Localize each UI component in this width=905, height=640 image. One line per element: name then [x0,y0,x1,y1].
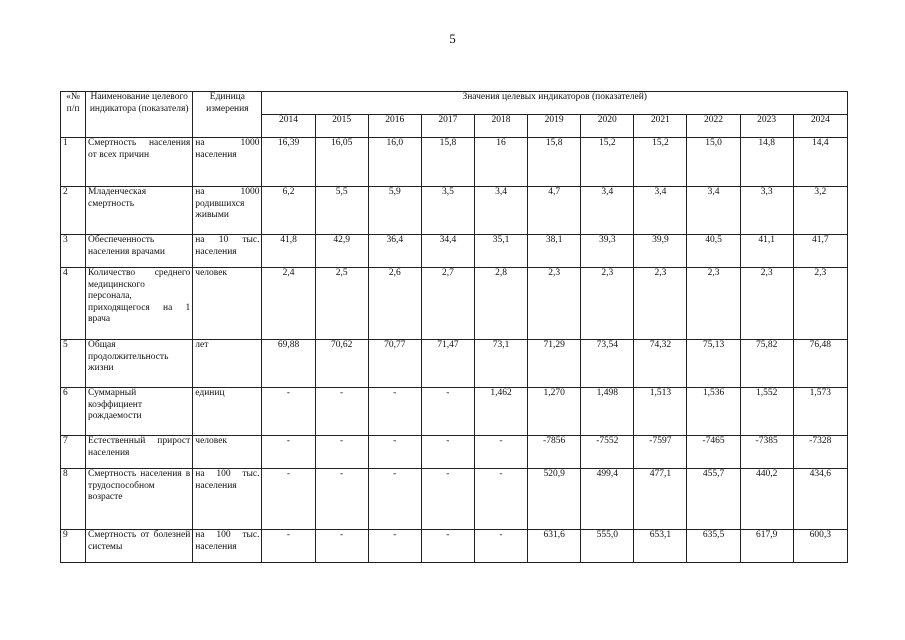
indicator-unit: на 10 тыс. населения [193,235,262,268]
indicator-value: 36,4 [368,235,421,268]
indicator-value: - [315,388,368,436]
header-year: 2015 [315,115,368,138]
indicator-value: - [368,388,421,436]
indicator-value: - [368,436,421,469]
row-number: 8 [61,469,86,530]
header-unit: Единица измерения [193,92,262,138]
row-number: 5 [61,340,86,388]
indicator-value: 39,3 [581,235,634,268]
indicator-value: 520,9 [528,469,581,530]
indicator-value: 5,9 [368,187,421,235]
indicator-name: Смертность от болезней системы [86,530,193,563]
indicator-value: 2,3 [740,268,793,340]
indicator-value: 3,4 [634,187,687,235]
indicator-unit: на 100 тыс. населения [193,469,262,530]
indicator-value: -7552 [581,436,634,469]
indicator-value: 555,0 [581,530,634,563]
indicator-value: 635,5 [687,530,740,563]
indicator-value: - [315,436,368,469]
indicator-value: 42,9 [315,235,368,268]
indicator-value: 3,5 [421,187,474,235]
indicator-value: 15,0 [687,138,740,187]
indicator-value: 16 [474,138,527,187]
indicator-unit: человек [193,436,262,469]
indicator-value: -7597 [634,436,687,469]
header-indicator-name: Наименование целевого индикатора (показателя) [86,92,193,138]
indicator-value: 2,8 [474,268,527,340]
indicator-value: 15,2 [581,138,634,187]
header-year: 2019 [528,115,581,138]
indicator-value: - [421,469,474,530]
indicator-value: 3,2 [793,187,847,235]
indicator-value: 75,13 [687,340,740,388]
indicator-unit: человек [193,268,262,340]
indicator-value: 1,498 [581,388,634,436]
indicator-value: 2,4 [262,268,315,340]
indicator-value: 1,462 [474,388,527,436]
header-year: 2021 [634,115,687,138]
header-year: 2024 [793,115,847,138]
indicator-value: 1,270 [528,388,581,436]
indicator-value: 2,5 [315,268,368,340]
indicator-value: - [315,530,368,563]
table-row [61,530,848,563]
indicator-value: 2,3 [687,268,740,340]
indicator-value: - [474,469,527,530]
indicator-value: 73,54 [581,340,634,388]
table-row [61,138,848,187]
indicator-value: -7385 [740,436,793,469]
indicator-value: - [421,436,474,469]
indicator-value: 39,9 [634,235,687,268]
indicator-value: - [315,469,368,530]
indicator-unit: на 1000 населения [193,138,262,187]
indicator-value: - [474,436,527,469]
indicator-value: 617,9 [740,530,793,563]
indicator-value: -7328 [793,436,847,469]
indicator-value: - [421,530,474,563]
table-row [61,469,848,530]
indicator-value: 15,2 [634,138,687,187]
indicator-value: 34,4 [421,235,474,268]
indicator-value: - [262,530,315,563]
indicator-value: - [262,469,315,530]
indicator-value: 2,3 [634,268,687,340]
indicator-value: 16,0 [368,138,421,187]
indicator-value: 5,5 [315,187,368,235]
indicator-value: 16,39 [262,138,315,187]
indicator-name: Суммарный коэффициент рождаемости [86,388,193,436]
indicator-value: 76,48 [793,340,847,388]
indicator-unit: единиц [193,388,262,436]
indicator-value: 4,7 [528,187,581,235]
indicator-value: 41,7 [793,235,847,268]
table-row [61,187,848,235]
indicator-value: 1,513 [634,388,687,436]
indicator-value: 6,2 [262,187,315,235]
header-num: «№ п/п [61,92,86,138]
indicator-value: 3,4 [687,187,740,235]
indicator-value: 2,6 [368,268,421,340]
indicator-value: 3,4 [581,187,634,235]
indicator-value: -7856 [528,436,581,469]
indicator-value: 2,3 [528,268,581,340]
indicator-value: 440,2 [740,469,793,530]
indicator-value: 35,1 [474,235,527,268]
indicator-value: 434,6 [793,469,847,530]
indicator-name: Количество среднего медицинского персонала, приходящегося на 1 врача [86,268,193,340]
page-number: 5 [449,31,456,46]
indicator-value: 71,47 [421,340,474,388]
indicator-value: 38,1 [528,235,581,268]
indicator-value: 2,3 [793,268,847,340]
table-row [61,436,848,469]
indicator-value: 70,77 [368,340,421,388]
indicator-value: 477,1 [634,469,687,530]
indicator-value: - [421,388,474,436]
indicator-value: 15,8 [528,138,581,187]
indicator-value: -7465 [687,436,740,469]
indicator-unit: на 1000 родившихся живыми [193,187,262,235]
header-values-group: Значения целевых индикаторов (показателей) [262,92,848,115]
indicator-value: 600,3 [793,530,847,563]
header-year: 2023 [740,115,793,138]
header-year: 2014 [262,115,315,138]
indicator-value: - [474,530,527,563]
indicator-value: 41,8 [262,235,315,268]
indicator-value: 455,7 [687,469,740,530]
indicator-value: 71,29 [528,340,581,388]
indicator-value: 16,05 [315,138,368,187]
header-year: 2017 [421,115,474,138]
row-number: 1 [61,138,86,187]
header-year: 2020 [581,115,634,138]
row-number: 2 [61,187,86,235]
indicator-value: - [368,469,421,530]
indicator-value: 14,4 [793,138,847,187]
table-row [61,268,848,340]
table-row [61,388,848,436]
indicator-value: 653,1 [634,530,687,563]
table-body [61,138,848,563]
header-year: 2016 [368,115,421,138]
indicator-unit: на 100 тыс. населения [193,530,262,563]
row-number: 9 [61,530,86,563]
indicator-value: 14,8 [740,138,793,187]
indicators-table [60,91,848,563]
indicator-value: 15,8 [421,138,474,187]
indicator-name: Общая продолжительность жизни [86,340,193,388]
indicator-value: 631,6 [528,530,581,563]
indicator-unit: лет [193,340,262,388]
indicator-value: 2,7 [421,268,474,340]
indicator-value: 70,62 [315,340,368,388]
indicator-value: 40,5 [687,235,740,268]
indicator-value: 69,88 [262,340,315,388]
indicator-value: 3,3 [740,187,793,235]
indicator-value: 41,1 [740,235,793,268]
indicator-value: - [262,388,315,436]
row-number: 4 [61,268,86,340]
table-row [61,235,848,268]
indicator-name: Смертность населения от всех причин [86,138,193,187]
indicator-value: 73,1 [474,340,527,388]
row-number: 6 [61,388,86,436]
indicator-name: Младенческая смертность [86,187,193,235]
indicator-name: Смертность населения в трудоспособном возрасте [86,469,193,530]
indicator-value: - [368,530,421,563]
indicator-value: 3,4 [474,187,527,235]
indicator-name: Обеспеченность населения врачами [86,235,193,268]
table-row [61,340,848,388]
indicator-value: - [262,436,315,469]
indicator-value: 2,3 [581,268,634,340]
indicator-name: Естественный прирост населения [86,436,193,469]
indicator-value: 74,32 [634,340,687,388]
header-year: 2018 [474,115,527,138]
row-number: 7 [61,436,86,469]
header-year: 2022 [687,115,740,138]
indicator-value: 1,536 [687,388,740,436]
indicator-value: 1,573 [793,388,847,436]
indicator-value: 1,552 [740,388,793,436]
indicator-value: 75,82 [740,340,793,388]
row-number: 3 [61,235,86,268]
indicator-value: 499,4 [581,469,634,530]
